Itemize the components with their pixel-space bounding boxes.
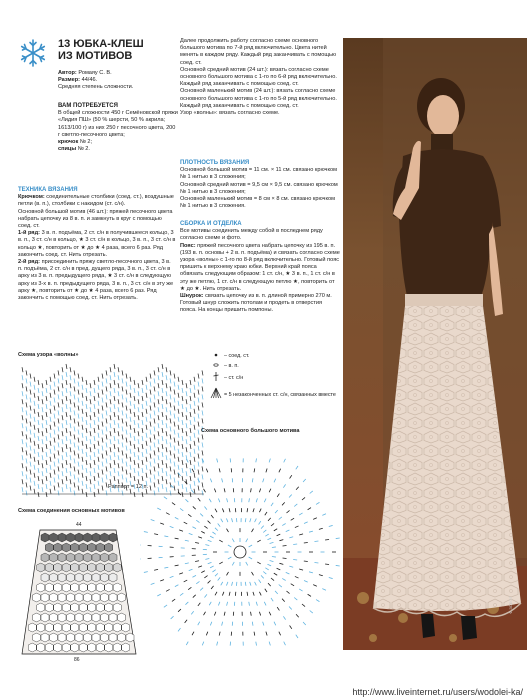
main-motif-text: Основной большой мотив (46 шт.): пряжей песочного цвета набрать цепочку из 8 в. п. и замкнуть в круг с помощью соед. ст.	[18, 208, 173, 230]
big-motif-caption: Схема основного большого мотива	[201, 428, 300, 434]
wave-pattern-text: Узор «волны»: вязать согласно схеме.	[180, 110, 280, 117]
photo-credit: Ф ЗОЛОТ	[508, 596, 513, 614]
belt-text: пряжей песочного цвета набрать цепочку из 195 в. п. (193 в. п. основы + 2 в. п. подъёма) и связать согласно схеме узора «волны» с 1-го по 8-й ряд включительно. Готовый пояс пришить к верхнему краю юбки. Верхний край пояса обвязать следующим образом: 1 ст. с/н, ★ 3 в. п., 1 ст. с/н в эту же петлю, 1 ст. с/н в следующую петлю ★, повторить от ★ до ★. Нить отрезать.	[180, 242, 340, 292]
assembly-heading: СБОРКА И ОТДЕЛКА	[180, 221, 242, 227]
legend-item-2: – в. п.	[224, 363, 239, 369]
row1-line	[18, 230, 176, 259]
join-chart-caption: Схема соединения основных мотивов	[18, 508, 125, 514]
crochet-line	[18, 194, 176, 208]
difficulty: Средняя степень сложности.	[58, 84, 134, 91]
belt-line	[180, 243, 340, 293]
technique-heading: ТЕХНИКА ВЯЗАНИЯ	[18, 187, 78, 193]
source-url: http://www.liveinternet.ru/users/wodolei-ka/	[352, 687, 523, 697]
row1-text: 3 в. п. подъёма, 2 ст. с/н в получившееся кольцо, 3 в. п., 3 ст. с/н в кольцо, ★ 3 ст. с/н в кольцо, 3 в. п., 3 ст. с/н в кольцо ★, повторить от ★ до ★ 4 раза, всего 6 раз. Ряд закончить соед. ст. Нить отрезать.	[18, 230, 176, 258]
assembly-section	[180, 221, 340, 315]
density-small: Основной маленький мотив = 8 см × 8 см. связано крючком № 1 нитью в 3 сложения.	[180, 196, 335, 210]
author-line	[58, 70, 178, 77]
row1-label: 1-й ряд:	[18, 230, 40, 237]
symbol-legend	[208, 350, 340, 412]
materials-text: В общей сложности 450 г Семёновской пряжи «Лидия ПШ» (50 % шерсти, 50 % акрила; 1613/100 г) из них 250 г песочного цвета, 200 г светло-песочного цвета;	[58, 110, 178, 138]
title-line-1: 13 ЮБКА-КЛЕШ	[58, 38, 144, 50]
hook-label: крючок	[58, 139, 79, 146]
density-big: Основной большой мотив = 11 см. × 11 см. связано крючком № 1 нитью в 3 сложения;	[180, 167, 337, 181]
needles-value: № 2.	[77, 146, 90, 153]
join-dim-bottom: 86	[74, 657, 80, 663]
needles-label: спицы	[58, 146, 77, 153]
row2-line	[18, 259, 176, 302]
legend-item-1: – соед. ст.	[224, 353, 250, 359]
author-label: Автор:	[58, 70, 77, 76]
author-value: Ромаяу С. В.	[78, 70, 112, 76]
needles-line	[58, 146, 178, 153]
join-dim-top: 44	[76, 522, 82, 528]
small-motif-text: Основной маленький мотив (24 шт.): вязать согласно схеме основного большого мотива с 1-го по 5-й ряд включительно. Каждый ряд заканчивать с помощью соед. ст.	[180, 88, 337, 109]
cord-line	[180, 293, 340, 315]
technique-section	[18, 187, 176, 302]
size-line	[58, 77, 178, 84]
title-line-2: ИЗ МОТИВОВ	[58, 50, 133, 62]
title-block	[18, 38, 178, 72]
legend-item-4: = 5 незаконченных ст. с/н, связанных вместе	[224, 392, 336, 398]
assembly-text: Все мотивы соединить между собой в последнем ряду согласно схеме и фото.	[180, 228, 323, 242]
continue-section	[180, 38, 340, 117]
wave-chart-caption: Схема узора «волны»	[18, 352, 79, 358]
row2-label: 2-й ряд:	[18, 259, 40, 266]
cord-label: Шнурок:	[180, 293, 204, 300]
density-section	[180, 160, 340, 210]
size-value: 44/46.	[81, 77, 98, 84]
join-chart	[18, 518, 140, 664]
belt-label: Пояс:	[180, 242, 196, 249]
big-motif-chart	[140, 436, 340, 668]
crochet-label: Крючком:	[18, 194, 45, 201]
cord-text: связать цепочку из в. п. длиной примерно 270 м. Готовый шнур сложить потолам и продеть в отверстия пояса. На концы пришить помпоны.	[180, 293, 332, 314]
continue-text: Далее продолжить работу согласно схеме основного большого мотива по 7-й ряд включительно. Цвета нитей менять в каждом ряду. Каждый ряд заканчивать с помощью соед. ст.	[180, 38, 337, 66]
density-mid: Основной средний мотив = 9,5 см × 9,5 см. связано крючком № 1 нитью в 3 сложения;	[180, 181, 338, 195]
medium-motif-text: Основной средний мотив (24 шт.): вязать согласно схеме основного большого мотива с 1-го по 6-й ряд включительно. Каждый ряд заканчивать с помощью соед. ст.	[180, 66, 337, 88]
rapport-caption: Раппорт = 12 п.	[108, 484, 149, 490]
density-heading: ПЛОТНОСТЬ ВЯЗАНИЯ	[180, 160, 250, 166]
row2-text: присоединить пряжу светло-песочного цвета, 3 в. п. подъёма, 2 ст. с/н в пред. дущего ряда, 3 в. п., 3 ст. с/н в арку из 3 в. п. предыдущего ряда, ★ 3 ст. с/н в следующую арку из 3-х в. п. предыдущего ряда, 3 в. п., 3 ст. с/н в эту же арку ★, повторить от ★ до ★ 4 раза, всего 6 раз. Ряд закончить с помощью соед. ст. Нить отрезать.	[18, 259, 174, 302]
model-photo	[343, 38, 527, 650]
crochet-text: соединительные столбики (соед. ст.), воздушные петли (в. п.), столбики с накидом (ст. с/н).	[18, 194, 174, 208]
snowflake-icon	[18, 38, 48, 68]
legend-item-3: – ст. с/н	[224, 375, 244, 381]
meta-info	[58, 70, 178, 92]
materials-section	[58, 103, 178, 153]
page-title	[58, 38, 178, 62]
hook-line	[58, 139, 178, 146]
materials-heading: ВАМ ПОТРЕБУЕТСЯ	[58, 103, 118, 109]
hook-value: № 2;	[79, 139, 93, 146]
size-label: Размер:	[58, 77, 81, 84]
